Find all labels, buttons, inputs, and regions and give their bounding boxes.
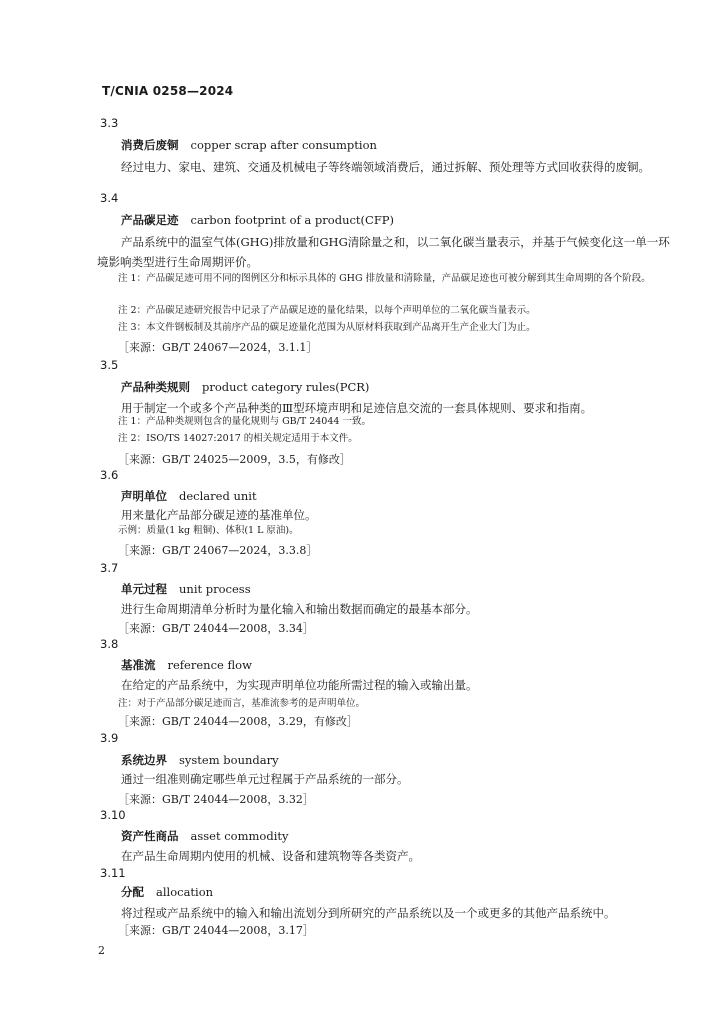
term-number: 3.9 (100, 731, 119, 745)
term-note: 注：对于产品部分碳足迹而言，基准流参考的是声明单位。 (118, 698, 366, 709)
term-source: ［来源：GB/T 24044—2008，3.29，有修改］ (118, 715, 358, 728)
term-definition: 产品系统中的温室气体(GHG)排放量和GHG清除量之和，以二氧化碳当量表示，并基于气候变化这一单一环境影响类型进行生命周期评价。 (97, 235, 670, 269)
term-note: 注 1：产品碳足迹可用不同的图例区分和标示具体的 GHG 排放量和清除量，产品碳足迹也可被分解到其生命周期的各个阶段。 (118, 273, 651, 284)
term-source: ［来源：GB/T 24044—2008，3.32］ (118, 793, 314, 806)
term-title-zh: 产品碳足迹 (121, 213, 179, 227)
term-number: 3.6 (100, 468, 119, 482)
term-title-zh: 基准流 (121, 658, 156, 672)
term-title (121, 212, 394, 228)
term-title-en: reference flow (167, 658, 252, 672)
term-number: 3.10 (100, 808, 126, 822)
term-title (121, 137, 377, 153)
term-definition: 经过电力、家电、建筑、交通及机械电子等终端领域消费后，通过拆解、预处理等方式回收获得的废铜。 (121, 160, 650, 174)
term-title-en: unit process (179, 582, 251, 596)
term-title-zh: 产品种类规则 (121, 380, 190, 394)
term-source: ［来源：GB/T 24044—2008，3.34］ (118, 622, 314, 635)
term-source: ［来源：GB/T 24067—2024，3.1.1］ (118, 341, 318, 354)
page-number: 2 (98, 944, 105, 957)
term-title (121, 884, 213, 900)
term-title-en: carbon footprint of a product(CFP) (190, 213, 395, 227)
term-title-zh: 资产性商品 (121, 829, 179, 843)
document-id: T/CNIA 0258—2024 (102, 84, 234, 98)
term-title (121, 379, 369, 395)
term-title-zh: 单元过程 (121, 582, 167, 596)
term-number: 3.5 (100, 358, 119, 372)
term-note: 注 2：产品碳足迹研究报告中记录了产品碳足迹的量化结果，以每个声明单位的二氧化碳当量表示。 (118, 305, 536, 316)
term-source: ［来源：GB/T 24044—2008，3.17］ (118, 924, 314, 937)
term-title-en: product category rules(PCR) (202, 380, 370, 394)
term-number: 3.8 (100, 637, 119, 651)
term-title-en: allocation (156, 885, 214, 899)
term-definition: 用来量化产品部分碳足迹的基准单位。 (121, 508, 317, 522)
term-title-zh: 系统边界 (121, 753, 167, 767)
term-definition: 通过一组准则确定哪些单元过程属于产品系统的一部分。 (121, 772, 409, 786)
term-note: 注 3：本文件钢板制及其前序产品的碳足迹量化范围为从原材料获取到产品离开生产企业大门为止。 (118, 322, 536, 333)
term-definition: 用于制定一个或多个产品种类的Ⅲ型环境声明和足迹信息交流的一套具体规则、要求和指南。 (121, 401, 593, 415)
term-source: ［来源：GB/T 24067—2024，3.3.8］ (118, 544, 318, 557)
term-number: 3.11 (100, 866, 126, 880)
term-title-en: system boundary (179, 753, 279, 767)
term-title-en: asset commodity (190, 829, 289, 843)
term-number: 3.3 (100, 116, 119, 130)
term-title (121, 488, 257, 504)
term-definition: 在产品生命周期内使用的机械、设备和建筑物等各类资产。 (121, 849, 420, 863)
term-title-zh: 分配 (121, 885, 144, 899)
term-title-en: declared unit (179, 489, 257, 503)
term-definition: 将过程或产品系统中的输入和输出流划分到所研究的产品系统以及一个或更多的其他产品系统中。 (121, 906, 616, 920)
term-note: 注 2：ISO/TS 14027:2017 的相关规定适用于本文件。 (118, 433, 358, 444)
term-title (121, 581, 251, 597)
term-title (121, 752, 279, 768)
term-source: ［来源：GB/T 24025—2009，3.5，有修改］ (118, 453, 351, 466)
term-definition: 在给定的产品系统中，为实现声明单位功能所需过程的输入或输出量。 (121, 678, 478, 692)
term-example: 示例：质量(1 kg 粗铜)、体积(1 L 原油)。 (118, 525, 299, 536)
term-number: 3.4 (100, 191, 119, 205)
term-definition: 进行生命周期清单分析时为量化输入和输出数据而确定的最基本部分。 (121, 602, 478, 616)
term-title (121, 828, 289, 844)
term-number: 3.7 (100, 561, 119, 575)
term-title (121, 657, 252, 673)
term-title-zh: 声明单位 (121, 489, 167, 503)
term-title-zh: 消费后废铜 (121, 138, 179, 152)
term-title-en: copper scrap after consumption (190, 138, 377, 152)
term-note: 注 1：产品种类规则包含的量化规则与 GB/T 24044 一致。 (118, 416, 371, 427)
